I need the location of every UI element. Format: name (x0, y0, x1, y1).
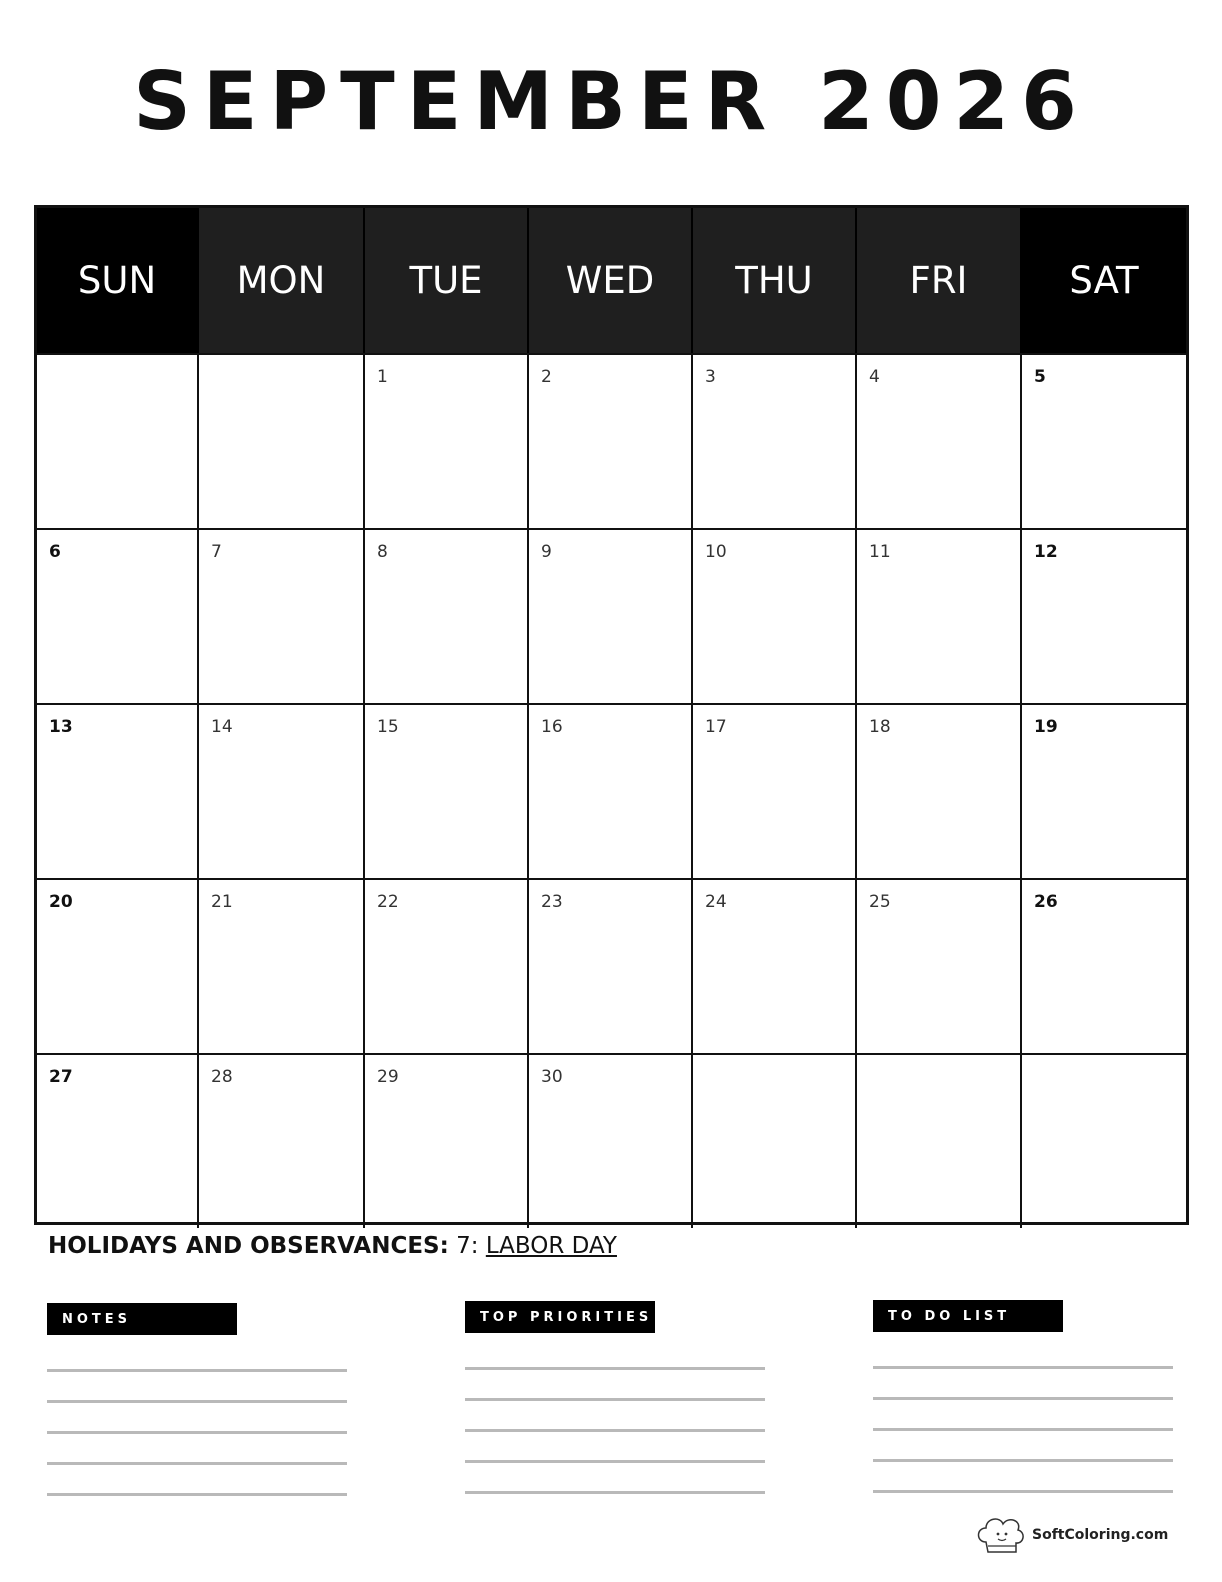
day-number: 26 (1034, 892, 1058, 912)
weekday-thu: THU (693, 208, 857, 353)
day-number: 17 (705, 717, 727, 737)
day-number: 3 (705, 367, 716, 387)
day-number: 9 (541, 542, 552, 562)
brand-logo[interactable] (972, 1512, 1168, 1558)
notes-line[interactable] (47, 1431, 347, 1434)
day-number: 1 (377, 367, 388, 387)
weekday-header-row (37, 208, 1186, 353)
day-cell-sat[interactable] (1022, 705, 1186, 878)
day-number: 30 (541, 1067, 563, 1087)
day-cell-mon[interactable] (199, 1055, 365, 1228)
day-cell-mon[interactable] (199, 705, 365, 878)
weekday-fri: FRI (857, 208, 1022, 353)
day-cell-mon[interactable] (199, 880, 365, 1053)
brand-name: SoftColoring.com (1032, 1527, 1169, 1543)
day-number: 27 (49, 1067, 73, 1087)
todo-tag: TO DO LIST (873, 1300, 1063, 1332)
day-number: 5 (1034, 367, 1046, 387)
holidays-line (48, 1233, 617, 1259)
weekday-tue: TUE (365, 208, 529, 353)
day-cell-fri[interactable] (857, 530, 1022, 703)
day-cell-wed[interactable] (529, 705, 693, 878)
notes-section (47, 1303, 349, 1496)
notes-line[interactable] (47, 1462, 347, 1465)
day-cell-fri[interactable] (857, 880, 1022, 1053)
day-cell-wed[interactable] (529, 530, 693, 703)
day-cell-sat[interactable] (1022, 355, 1186, 528)
day-number: 12 (1034, 542, 1058, 562)
notes-line[interactable] (47, 1400, 347, 1403)
todo-line[interactable] (873, 1397, 1173, 1400)
day-number: 8 (377, 542, 388, 562)
day-number: 19 (1034, 717, 1058, 737)
priorities-section (465, 1301, 767, 1494)
notes-lines[interactable] (47, 1369, 349, 1496)
day-cell-tue[interactable] (365, 1055, 529, 1228)
week-row (37, 1053, 1186, 1228)
priorities-lines[interactable] (465, 1367, 767, 1494)
day-cell-sun[interactable] (37, 880, 199, 1053)
day-cell-sun[interactable] (37, 530, 199, 703)
day-cell-tue[interactable] (365, 880, 529, 1053)
day-cell-thu[interactable] (693, 355, 857, 528)
weekday-wed: WED (529, 208, 693, 353)
day-cell-mon[interactable] (199, 355, 365, 528)
day-cell-tue[interactable] (365, 705, 529, 878)
weekday-sat: SAT (1022, 208, 1186, 353)
day-cell-fri[interactable] (857, 705, 1022, 878)
day-number: 10 (705, 542, 727, 562)
day-cell-sat[interactable] (1022, 1055, 1186, 1228)
day-number: 16 (541, 717, 563, 737)
priorities-tag: TOP PRIORITIES (465, 1301, 655, 1333)
todo-line[interactable] (873, 1490, 1173, 1493)
week-row (37, 528, 1186, 703)
day-grid (37, 353, 1186, 1228)
day-cell-wed[interactable] (529, 1055, 693, 1228)
day-number: 22 (377, 892, 399, 912)
priorities-line[interactable] (465, 1398, 765, 1401)
priorities-line[interactable] (465, 1429, 765, 1432)
day-cell-sun[interactable] (37, 355, 199, 528)
day-number: 24 (705, 892, 727, 912)
day-number: 18 (869, 717, 891, 737)
todo-line[interactable] (873, 1428, 1173, 1431)
todo-line[interactable] (873, 1366, 1173, 1369)
day-cell-mon[interactable] (199, 530, 365, 703)
chef-hat-icon (972, 1512, 1030, 1558)
day-cell-sun[interactable] (37, 705, 199, 878)
day-number: 25 (869, 892, 891, 912)
day-cell-wed[interactable] (529, 355, 693, 528)
notes-line[interactable] (47, 1369, 347, 1372)
calendar-title: SEPTEMBER 2026 (133, 55, 1089, 148)
day-cell-thu[interactable] (693, 530, 857, 703)
week-row (37, 353, 1186, 528)
todo-line[interactable] (873, 1459, 1173, 1462)
day-cell-sun[interactable] (37, 1055, 199, 1228)
week-row (37, 878, 1186, 1053)
day-number: 23 (541, 892, 563, 912)
day-cell-tue[interactable] (365, 530, 529, 703)
day-number: 21 (211, 892, 233, 912)
day-number: 28 (211, 1067, 233, 1087)
day-cell-fri[interactable] (857, 355, 1022, 528)
calendar-grid (34, 205, 1189, 1225)
day-number: 7 (211, 542, 222, 562)
day-number: 14 (211, 717, 233, 737)
day-cell-sat[interactable] (1022, 530, 1186, 703)
notes-tag: NOTES (47, 1303, 237, 1335)
holiday-name-link[interactable]: LABOR DAY (485, 1233, 617, 1259)
day-cell-thu[interactable] (693, 880, 857, 1053)
day-cell-thu[interactable] (693, 705, 857, 878)
day-cell-sat[interactable] (1022, 880, 1186, 1053)
day-cell-tue[interactable] (365, 355, 529, 528)
day-cell-fri[interactable] (857, 1055, 1022, 1228)
priorities-line[interactable] (465, 1491, 765, 1494)
weekday-mon: MON (199, 208, 365, 353)
todo-lines[interactable] (873, 1366, 1175, 1493)
day-number: 13 (49, 717, 73, 737)
day-cell-wed[interactable] (529, 880, 693, 1053)
day-number: 29 (377, 1067, 399, 1087)
day-number: 11 (869, 542, 891, 562)
weekday-sun: SUN (37, 208, 199, 353)
week-row (37, 703, 1186, 878)
day-number: 15 (377, 717, 399, 737)
day-number: 20 (49, 892, 73, 912)
day-number: 6 (49, 542, 61, 562)
priorities-line[interactable] (465, 1367, 765, 1370)
notes-line[interactable] (47, 1493, 347, 1496)
day-number: 4 (869, 367, 880, 387)
holidays-label: HOLIDAYS AND OBSERVANCES: (48, 1233, 449, 1259)
todo-section (873, 1300, 1175, 1493)
day-cell-thu[interactable] (693, 1055, 857, 1228)
day-number: 2 (541, 367, 552, 387)
priorities-line[interactable] (465, 1460, 765, 1463)
holiday-day: 7: (456, 1233, 479, 1259)
